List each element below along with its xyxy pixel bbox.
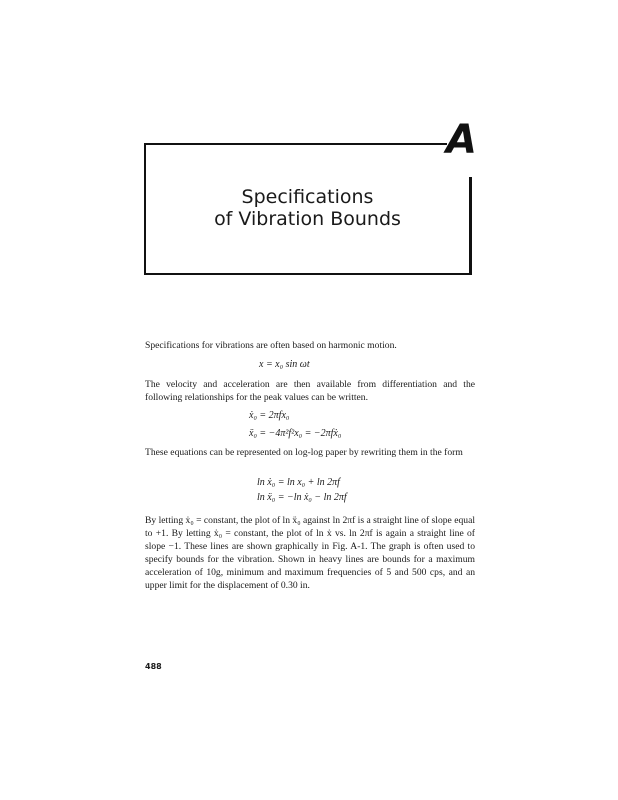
appendix-title-line-2: of Vibration Bounds bbox=[214, 208, 401, 230]
paragraph-differentiation: The velocity and acceleration are then available from differentiation and the following relationships for the peak values can be written. bbox=[145, 379, 475, 403]
appendix-title bbox=[146, 186, 469, 230]
equation-log-acceleration: ln ẍ₀ = −ln ẋ₀ − ln 2πf bbox=[257, 492, 347, 503]
equation-log-velocity: ln ẋ₀ = ln x₀ + ln 2πf bbox=[257, 477, 340, 488]
paragraph-log-log: These equations can be represented on log-log paper by rewriting them in the form bbox=[145, 447, 463, 458]
paragraph-intro: Specifications for vibrations are often based on harmonic motion. bbox=[145, 340, 397, 351]
equation-velocity-peak: ẋ₀ = 2πfx₀ bbox=[249, 410, 290, 421]
chapter-box-top-rule bbox=[144, 143, 447, 145]
chapter-box-right-rule bbox=[469, 177, 472, 275]
equation-acceleration-peak: ẍ₀ = −4π²f²x₀ = −2πfẋ₀ bbox=[249, 428, 342, 439]
page-number: 488 bbox=[145, 662, 162, 671]
equation-harmonic-motion: x = x₀ sin ωt bbox=[259, 359, 310, 370]
paragraph-bounds: By letting ẋ₀ = constant, the plot of ln ẍ₀ against ln 2πf is a straight line of slope equal to +1. By letting ẋ₀ = constant, the plot of ln ẋ vs. ln 2πf is again a straight line of slope −1. These lines are shown graphically in Fig. A-1. The graph is often used to specify bounds for the vibration. Shown in heavy lines are bounds for a maximum acceleration of 10g, minimum and maximum frequencies of 5 and 500 cps, and an upper limit for the displacement of 0.30 in. bbox=[145, 515, 475, 591]
chapter-box-bottom-rule bbox=[144, 273, 471, 275]
appendix-title-line-1: Specifications bbox=[241, 186, 374, 208]
appendix-letter: A bbox=[446, 117, 477, 163]
